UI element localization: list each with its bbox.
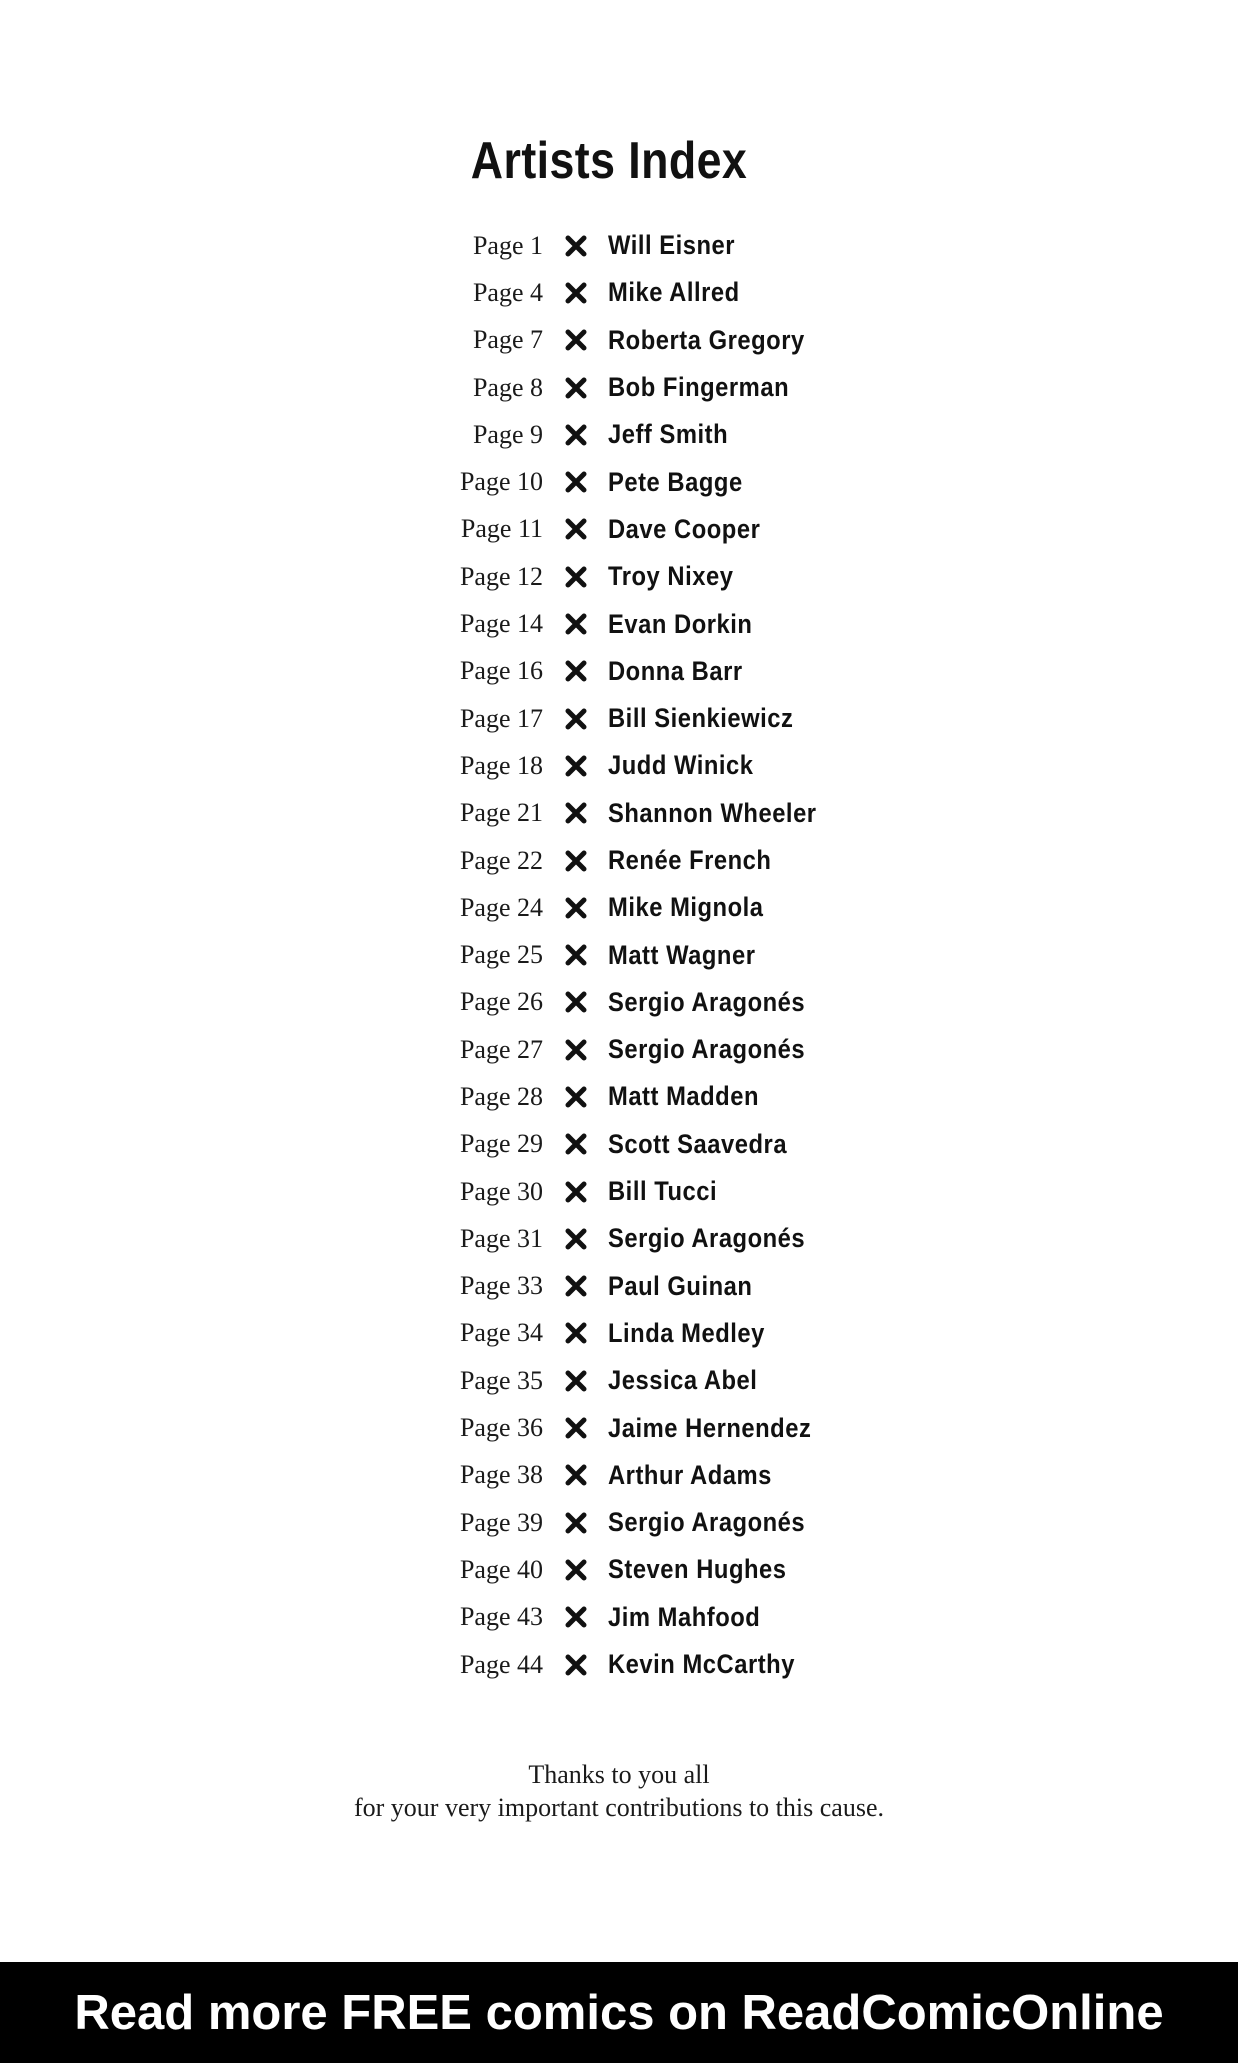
page-number-label: Page 26 (459, 987, 543, 1017)
page-number-label: Page 24 (459, 892, 543, 922)
artist-name: Sergio Aragonés (608, 986, 806, 1017)
artist-name: Judd Winick (608, 750, 754, 781)
artist-name: Bill Sienkiewicz (608, 703, 794, 734)
x-mark-icon (563, 1415, 589, 1441)
page-number-label: Page 25 (459, 940, 543, 970)
promo-banner-text[interactable]: Read more FREE comics on ReadComicOnline (74, 1985, 1164, 2040)
x-mark-icon (563, 233, 589, 259)
page-number-label: Page 34 (459, 1318, 543, 1348)
artist-name: Dave Cooper (608, 513, 761, 544)
x-mark-icon (563, 611, 589, 637)
page-number-label: Page 1 (472, 230, 543, 260)
page-number-label: Page 44 (459, 1649, 543, 1679)
page-number-label: Page 30 (459, 1176, 543, 1206)
index-entry (0, 1452, 1238, 1499)
x-mark-icon (563, 327, 589, 353)
page-number-label: Page 40 (459, 1554, 543, 1584)
artist-name: Kevin McCarthy (608, 1649, 795, 1680)
x-mark-icon (563, 375, 589, 401)
page-number-label: Page 43 (459, 1602, 543, 1632)
index-entry (0, 837, 1238, 884)
x-mark-icon (563, 848, 589, 874)
index-entry (0, 884, 1238, 931)
index-entry (0, 222, 1238, 269)
x-mark-icon (563, 516, 589, 542)
x-mark-icon (563, 1179, 589, 1205)
artist-name: Scott Saavedra (608, 1128, 788, 1159)
page-number-label: Page 27 (459, 1034, 543, 1064)
index-entry (0, 411, 1238, 458)
page-number-label: Page 28 (459, 1081, 543, 1111)
x-mark-icon (563, 280, 589, 306)
artist-name: Jeff Smith (608, 419, 729, 450)
page-number-label: Page 35 (459, 1365, 543, 1395)
x-mark-icon (563, 1510, 589, 1536)
thanks-line-2: for your very important contributions to this cause. (353, 1793, 884, 1822)
index-entry (0, 553, 1238, 600)
page-number-label: Page 33 (459, 1271, 543, 1301)
artist-name: Renée French (608, 845, 772, 875)
page-number-label: Page 18 (459, 750, 543, 780)
thanks-line-1: Thanks to you all (528, 1760, 710, 1789)
index-entry (0, 1310, 1238, 1357)
index-entry (0, 1499, 1238, 1546)
x-mark-icon (563, 895, 589, 921)
index-entry (0, 1073, 1238, 1120)
x-mark-icon (563, 1557, 589, 1583)
index-entry (0, 931, 1238, 978)
page-number-label: Page 8 (472, 372, 543, 402)
artist-name: Mike Allred (608, 277, 740, 308)
page-number-label: Page 10 (459, 467, 543, 497)
artist-name: Bill Tucci (608, 1176, 718, 1207)
artist-name: Matt Wagner (608, 939, 756, 970)
artist-name: Linda Medley (608, 1317, 765, 1348)
artist-name: Pete Bagge (608, 466, 743, 497)
page-number-label: Page 38 (459, 1460, 543, 1490)
x-mark-icon (563, 469, 589, 495)
artist-name: Jaime Hernendez (608, 1412, 812, 1443)
index-entry (0, 269, 1238, 316)
x-mark-icon (563, 800, 589, 826)
x-mark-icon (563, 658, 589, 684)
x-mark-icon (563, 1084, 589, 1110)
index-entry (0, 600, 1238, 647)
index-entry (0, 790, 1238, 837)
index-entry (0, 1215, 1238, 1262)
page-number-label: Page 36 (459, 1413, 543, 1443)
x-mark-icon (563, 989, 589, 1015)
page-number-label: Page 4 (472, 277, 543, 307)
x-mark-icon (563, 1226, 589, 1252)
index-entry (0, 458, 1238, 505)
artist-name: Jim Mahfood (608, 1601, 761, 1632)
index-entry (0, 742, 1238, 789)
artist-name: Roberta Gregory (608, 324, 805, 355)
page-number-label: Page 39 (459, 1507, 543, 1537)
artist-name: Donna Barr (608, 655, 743, 686)
x-mark-icon (563, 706, 589, 732)
index-entry (0, 364, 1238, 411)
index-entry (0, 695, 1238, 742)
index-entry (0, 1546, 1238, 1593)
promo-banner[interactable] (0, 1962, 1238, 2063)
artist-name: Matt Madden (608, 1081, 760, 1112)
x-mark-icon (563, 1462, 589, 1488)
artist-name: Sergio Aragonés (608, 1507, 806, 1538)
artist-name: Evan Dorkin (608, 608, 753, 639)
page-number-label: Page 29 (459, 1129, 543, 1159)
index-entry (0, 1357, 1238, 1404)
artist-name: Mike Mignola (608, 892, 764, 923)
index-entry (0, 1263, 1238, 1310)
artist-name: Shannon Wheeler (608, 797, 817, 828)
index-entry (0, 1168, 1238, 1215)
page-number-label: Page 14 (459, 609, 543, 639)
index-entry (0, 1641, 1238, 1688)
page-number-label: Page 7 (472, 325, 543, 355)
x-mark-icon (563, 1320, 589, 1346)
page-number-label: Page 22 (459, 845, 543, 875)
x-mark-icon (563, 1131, 589, 1157)
index-entry (0, 979, 1238, 1026)
page-number-label: Page 21 (459, 798, 543, 828)
artist-name: Sergio Aragonés (608, 1034, 806, 1065)
x-mark-icon (563, 1273, 589, 1299)
page-number-label: Page 16 (459, 656, 543, 686)
x-mark-icon (563, 1652, 589, 1678)
artist-name: Arthur Adams (608, 1459, 772, 1490)
index-entry (0, 506, 1238, 553)
artist-name: Paul Guinan (608, 1270, 753, 1301)
x-mark-icon (563, 422, 589, 448)
artist-name: Will Eisner (608, 230, 736, 261)
page-title: Artists Index (470, 131, 748, 190)
index-entry (0, 1121, 1238, 1168)
artists-index-list (0, 222, 1238, 1688)
artist-name: Troy Nixey (608, 561, 734, 592)
artist-name: Jessica Abel (608, 1365, 758, 1396)
x-mark-icon (563, 1604, 589, 1630)
index-entry (0, 317, 1238, 364)
x-mark-icon (563, 1368, 589, 1394)
page-number-label: Page 12 (459, 561, 543, 591)
page-number-label: Page 11 (460, 514, 543, 544)
page-number-label: Page 9 (472, 419, 543, 449)
thanks-note (0, 1758, 1238, 1824)
x-mark-icon (563, 942, 589, 968)
index-entry (0, 648, 1238, 695)
artist-name: Steven Hughes (608, 1554, 787, 1585)
index-entry (0, 1594, 1238, 1641)
x-mark-icon (563, 1037, 589, 1063)
page-number-label: Page 17 (459, 703, 543, 733)
x-mark-icon (563, 753, 589, 779)
artist-name: Bob Fingerman (608, 372, 790, 403)
index-entry (0, 1026, 1238, 1073)
page-number-label: Page 31 (459, 1223, 543, 1253)
artist-name: Sergio Aragonés (608, 1223, 806, 1254)
index-entry (0, 1404, 1238, 1451)
x-mark-icon (563, 564, 589, 590)
